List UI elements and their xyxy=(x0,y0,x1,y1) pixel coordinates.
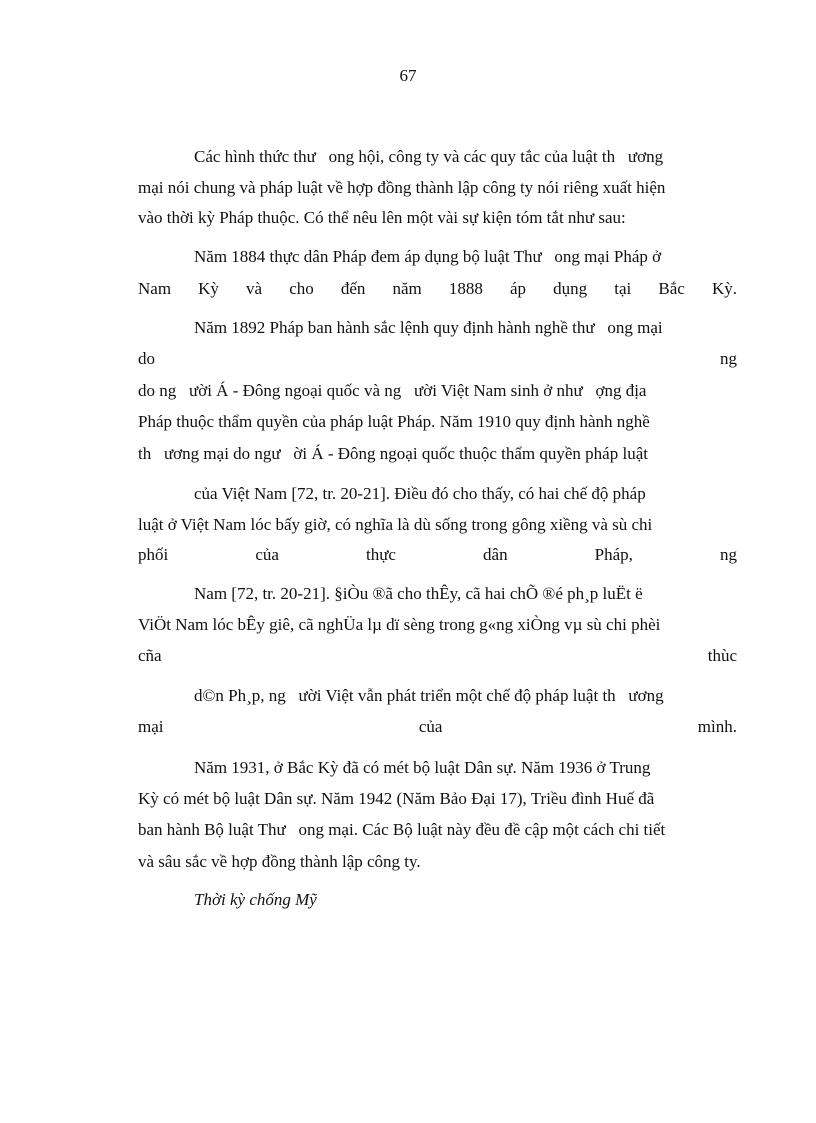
text-line: ViÖt Nam lóc bÊy giê, cã nghÜa lµ dï sèng trong g«ng xiÒng vµ sù chi phèi xyxy=(138,615,661,634)
word: Nam xyxy=(138,279,172,298)
text-line: Nam [72, tr. 20-21]. §iÒu ®ã cho thÊy, cã hai chÕ ®é ph¸p luËt ë xyxy=(194,584,643,603)
word: Bắc xyxy=(658,279,685,298)
word: Kỳ. xyxy=(711,279,737,298)
word: mình. xyxy=(697,717,737,736)
word: của xyxy=(418,717,443,736)
word: cho xyxy=(289,279,314,298)
page-number: 67 xyxy=(399,66,417,85)
justified-line xyxy=(138,349,737,369)
justified-line xyxy=(138,717,737,737)
word: và xyxy=(246,279,263,298)
word: của xyxy=(255,545,279,564)
justified-line xyxy=(138,545,737,565)
word: thực xyxy=(365,545,396,564)
text-line: d©n Ph¸p, ng ười Việt vẫn phát triển một chế độ pháp luật th ương xyxy=(194,686,664,705)
text-line: vào thời kỳ Pháp thuộc. Có thể nêu lên một vài sự kiện tóm tắt như sau: xyxy=(138,208,626,227)
text-line: th ương mại do ngư ời Á - Đông ngoại quốc thuộc thẩm quyền pháp luật xyxy=(138,444,648,463)
text-line: của Việt Nam [72, tr. 20-21]. Điều đó cho thấy, có hai chế độ pháp xyxy=(194,484,646,503)
word: tại xyxy=(614,279,632,298)
text-line: mại nói chung và pháp luật về hợp đồng thành lập công ty nói riêng xuất hiện xyxy=(138,178,666,197)
word: đến xyxy=(340,279,366,298)
word: ng xyxy=(720,545,737,564)
text-line: ban hành Bộ luật Thư ong mại. Các Bộ luật này đều đề cập một cách chi tiết xyxy=(138,820,666,839)
word: mại xyxy=(138,717,164,736)
word: dụng xyxy=(553,279,588,298)
section-heading: Thời kỳ chống Mỹ xyxy=(194,890,317,909)
word: áp xyxy=(510,279,527,298)
text-line: và sâu sắc về hợp đồng thành lập công ty. xyxy=(138,852,421,871)
word: dân xyxy=(483,545,508,564)
text-line: Năm 1892 Pháp ban hành sắc lệnh quy định hành nghề thư ong mại xyxy=(194,318,663,337)
word: Kỳ xyxy=(198,279,219,298)
word: do xyxy=(138,349,155,368)
text-line: Pháp thuộc thẩm quyền của pháp luật Pháp. Năm 1910 quy định hành nghề xyxy=(138,412,650,431)
text-line: luật ở Việt Nam lóc bấy giờ, có nghĩa là dù sống trong gông xiềng và sù chi xyxy=(138,515,653,534)
word: 1888 xyxy=(448,279,483,298)
text-line: do ng ười Á - Đông ngoại quốc và ng ười Việt Nam sinh ở như ợng địa xyxy=(138,381,647,400)
text-line: Năm 1931, ở Bắc Kỳ đã có mét bộ luật Dân sự. Năm 1936 ở Trung xyxy=(194,758,651,777)
text-line: Năm 1884 thực dân Pháp đem áp dụng bộ luật Thư ong mại Pháp ở xyxy=(194,247,662,266)
word: phối xyxy=(138,545,169,564)
word: ng xyxy=(720,349,737,368)
word: thùc xyxy=(707,646,737,665)
text-line: Kỳ có mét bộ luật Dân sự. Năm 1942 (Năm Bảo Đại 17), Triều đình Huế đã xyxy=(138,789,655,808)
justified-line xyxy=(138,279,737,299)
text-line: Các hình thức thư ong hội, công ty và các quy tắc của luật th ương xyxy=(194,147,664,166)
word: năm xyxy=(392,279,422,298)
justified-line xyxy=(138,646,737,666)
word: cña xyxy=(138,646,162,665)
word: Pháp, xyxy=(594,545,633,564)
